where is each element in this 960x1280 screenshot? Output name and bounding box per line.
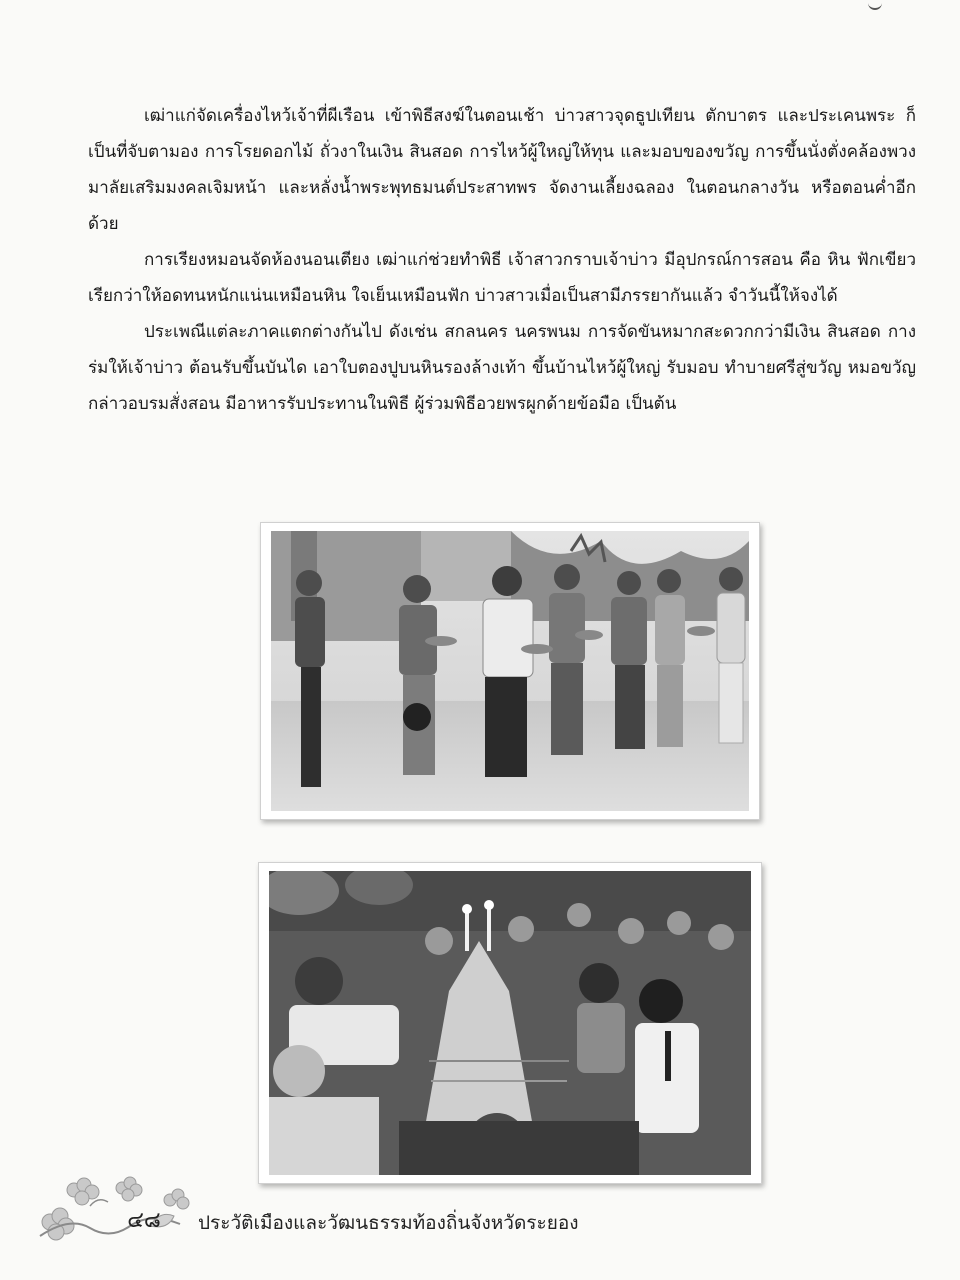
body-text <box>88 98 916 422</box>
book-title: ประวัติเมืองและวัฒนธรรมท้องถิ่นจังหวัดระยอง <box>198 1212 579 1234</box>
paragraph-2: การเรียงหมอนจัดห้องนอนเตียง เฒ่าแก่ช่วยทำพิธี เจ้าสาวกราบเจ้าบ่าว มีอุปกรณ์การสอน คือ หิน ฟักเขียว เรียกว่าให้อดทนหนักแน่นเหมือนหิน ใจเย็นเหมือนฟัก บ่าวสาวเมื่อเป็นสามีภรรยากันแล้ว จำวันนี้ให้จงได้ <box>88 250 916 306</box>
photo-ceremony <box>258 862 762 1184</box>
page-number: ๔๘ <box>127 1208 161 1233</box>
procession-photo-image <box>271 531 749 811</box>
photo-procession <box>260 522 760 820</box>
page-footer <box>30 1176 930 1248</box>
ceremony-photo-image <box>269 871 751 1175</box>
paragraph-3: ประเพณีแต่ละภาคแตกต่างกันไป ดังเช่น สกลนคร นครพนม การจัดขันหมากสะดวกกว่ามีเงิน สินสอด กางร่มให้เจ้าบ่าว ต้อนรับขึ้นบันได เอาใบตองปูบนหินรองล้างเท้า ขึ้นบ้านไหว้ผู้ใหญ่ รับมอบ ทำบายศรีสู่ขวัญ หมอขวัญกล่าวอบรมสั่งสอน มีอาหารรับประทานในพิธี ผู้ร่วมพิธีอวยพรผูกด้ายข้อมือ เป็นต้น <box>88 322 916 414</box>
paragraph-1: เฒ่าแก่จัดเครื่องไหว้เจ้าที่ผีเรือน เข้าพิธีสงฆ์ในตอนเช้า บ่าวสาวจุดธูปเทียน ตักบาตร และประเคนพระ ก็เป็นที่จับตามอง การโรยดอกไม้ ถั่วงาในเงิน สินสอด การไหว้ผู้ใหญ่ให้ทุน และมอบของขวัญ การขึ้นนั่งตั่งคล้องพวงมาลัยเสริมมงคลเจิมหน้า และหลั่งน้ำพระพุทธมนต์ประสาทพร จัดงานเลี้ยงฉลอง ในตอนกลางวัน หรือตอนค่ำอีกด้วย <box>88 106 916 234</box>
page-corner-mark <box>868 0 882 10</box>
